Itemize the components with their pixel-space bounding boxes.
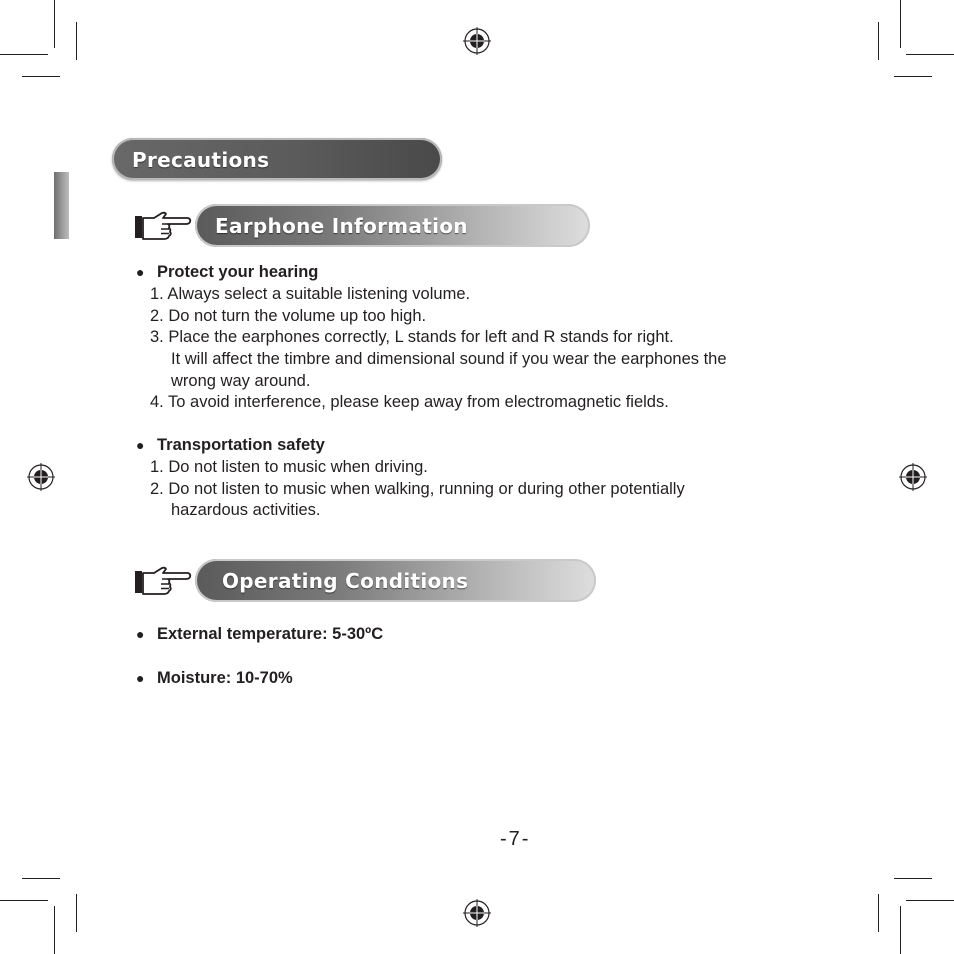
crop-mark [22, 878, 60, 879]
crop-mark [878, 894, 879, 932]
registration-mark-icon [463, 899, 491, 927]
operating-conditions-banner [195, 559, 596, 602]
crop-mark [906, 54, 954, 55]
crop-mark [900, 906, 901, 954]
crop-mark [76, 22, 77, 60]
hearing-item: 3. Place the earphones correctly, L stands for left and R stands for right. [150, 328, 674, 346]
crop-mark [0, 54, 48, 55]
bullet-icon: ● [136, 670, 145, 686]
crop-mark [22, 76, 60, 77]
crop-mark [54, 906, 55, 954]
earphone-info-banner [195, 204, 590, 247]
bullet-icon: ● [136, 626, 145, 642]
earphone-info-title: Earphone Information [215, 214, 468, 238]
crop-mark [878, 22, 879, 60]
registration-mark-icon [463, 27, 491, 55]
crop-mark [894, 76, 932, 77]
crop-mark [906, 900, 954, 901]
side-tab [54, 172, 69, 239]
bullet-icon: ● [136, 437, 145, 453]
transport-item: 2. Do not listen to music when walking, running or during other potentially [150, 480, 685, 498]
crop-mark [900, 0, 901, 48]
hearing-item-continued: wrong way around. [171, 372, 311, 390]
section-banner [112, 138, 442, 180]
crop-mark [76, 894, 77, 932]
crop-mark [894, 878, 932, 879]
transport-heading: Transportation safety [157, 436, 325, 454]
pointing-hand-icon [134, 565, 192, 597]
hearing-item-continued: It will affect the timbre and dimensional sound if you wear the earphones the [171, 350, 727, 368]
bullet-icon: ● [136, 264, 145, 280]
transport-item: 1. Do not listen to music when driving. [150, 458, 428, 476]
page-number: -7- [500, 828, 531, 850]
hearing-heading: Protect your hearing [157, 263, 319, 281]
crop-mark [0, 900, 48, 901]
pointing-hand-icon [134, 210, 192, 242]
hearing-item: 4. To avoid interference, please keep away from electromagnetic fields. [150, 393, 669, 411]
temperature-item: External temperature: 5-30ºC [157, 625, 384, 643]
registration-mark-icon [899, 463, 927, 491]
registration-mark-icon [27, 463, 55, 491]
moisture-item: Moisture: 10-70% [157, 669, 293, 687]
section-title: Precautions [132, 148, 270, 172]
transport-item-continued: hazardous activities. [171, 501, 321, 519]
crop-mark [54, 0, 55, 48]
operating-conditions-title: Operating Conditions [222, 569, 469, 593]
hearing-item: 1. Always select a suitable listening volume. [150, 285, 471, 303]
hearing-item: 2. Do not turn the volume up too high. [150, 307, 427, 325]
